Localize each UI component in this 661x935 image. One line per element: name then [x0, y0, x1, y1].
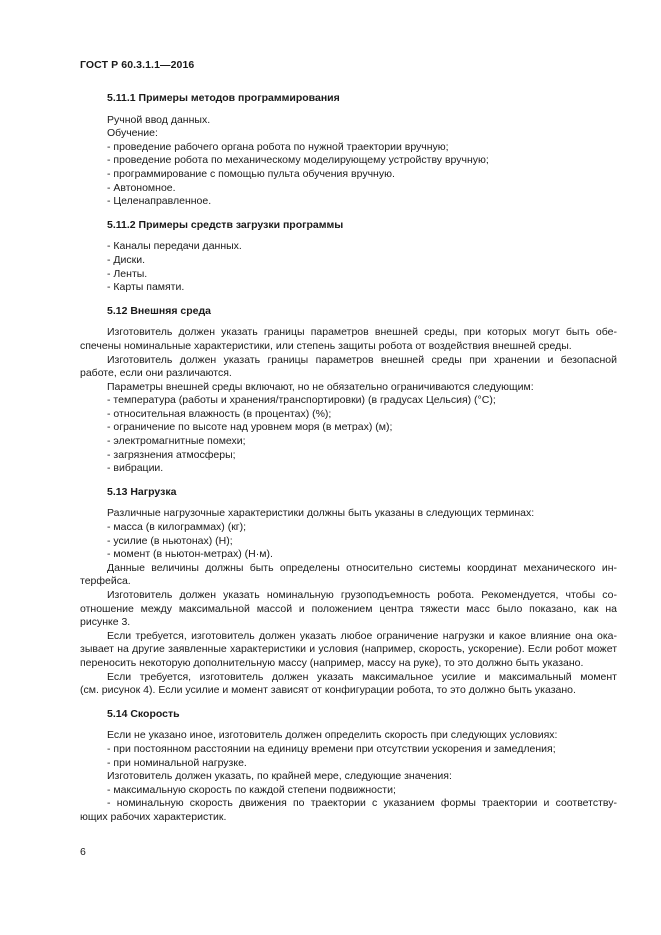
list-item: - Ленты. — [107, 267, 148, 280]
text-line: ющих рабочих характеристик. — [80, 810, 227, 823]
list-item: - Карты памяти. — [107, 281, 185, 294]
section-5-11-1-title: 5.11.1 Примеры методов программирования — [107, 92, 340, 104]
list-item: - Целенаправленное. — [107, 195, 212, 208]
text-line: (см. рисунок 4). Если усилие и момент зависят от конфигурации робота, то это должно быть указано. — [80, 684, 576, 697]
list-item: - момент (в ньютон-метрах) (Н·м). — [107, 548, 273, 561]
text-line: терфейса. — [80, 575, 131, 588]
list-item: - электромагнитные помехи; — [107, 435, 246, 448]
paragraph — [80, 797, 617, 824]
text-line: Изготовитель должен указать номинальную грузоподъемность робота. Рекомендуется, чтобы со- — [107, 589, 617, 601]
list-item: - при постоянном расстоянии на единицу времени при отсутствии ускорения и замедления; — [107, 742, 556, 755]
section-5-11-2-title: 5.11.2 Примеры средств загрузки программы — [107, 218, 344, 231]
page-body — [80, 92, 617, 825]
text-line: отношение между максимальной массой и положением центра тяжести масс было показано, как на — [80, 602, 617, 615]
text-line: Обучение: — [107, 127, 158, 140]
list-item: - проведение робота по механическому моделирующему устройству вручную; — [107, 154, 489, 167]
text-line: Если требуется, изготовитель должен указать любое ограничение нагрузки и какое влияние она ока- — [107, 629, 617, 642]
list-item: - температура (работы и хранения/транспортировки) (в градусах Цельсия) (°С); — [107, 394, 496, 407]
list-item: - масса (в килограммах) (кг); — [107, 521, 247, 534]
text-line: спечены номинальные характеристики, или степень защиты робота от воздействия внешней среды. — [80, 339, 572, 352]
section-5-13-title: 5.13 Нагрузка — [107, 485, 177, 498]
list-item: - Автономное. — [107, 181, 176, 194]
list-item: - проведение рабочего органа робота по нужной траектории вручную; — [107, 140, 449, 153]
text-line: Данные величины должны быть определены относительно системы координат механического ин- — [107, 561, 617, 574]
page-number: 6 — [80, 846, 86, 858]
list-item: - загрязнения атмосферы; — [107, 448, 236, 461]
paragraph — [80, 326, 617, 380]
text-line: Если требуется, изготовитель должен указать максимальное усилие и максимальный момент — [107, 670, 617, 683]
list-item: - Диски. — [107, 253, 146, 266]
list-item: - максимальную скорость по каждой степени подвижности; — [107, 783, 396, 796]
text-line: Если не указано иное, изготовитель должен определить скорость при следующих условиях: — [107, 729, 558, 742]
list-item: - при номинальной нагрузке. — [107, 756, 247, 769]
text-line: Различные нагрузочные характеристики должны быть указаны в следующих терминах: — [107, 507, 535, 520]
text-line: Ручной ввод данных. — [107, 113, 211, 126]
list-item: - номинальную скорость движения по траектории с указанием формы траектории и соответству- — [107, 797, 617, 810]
list-item: - усилие (в ньютонах) (Н); — [107, 534, 233, 547]
text-line: переносить некоторую дополнительную массу (например, массу на руке), то это должно быть указано. — [80, 656, 584, 669]
text-line: рисунке 3. — [80, 616, 131, 629]
list-item: - относительная влажность (в процентах) (%); — [107, 407, 332, 420]
text-line: Изготовитель должен указать, по крайней мере, следующие значения: — [107, 770, 452, 783]
section-5-14-title: 5.14 Скорость — [107, 707, 180, 720]
list-item: - ограничение по высоте над уровнем моря (в метрах) (м); — [107, 421, 393, 434]
list-item: - программирование с помощью пульта обучения вручную. — [107, 167, 395, 180]
text-line: работе, если они различаются. — [80, 367, 232, 380]
text-line: Параметры внешней среды включают, но не обязательно ограничиваются следующим: — [107, 380, 534, 393]
text-line: зывает на другие заявленные характеристики и условия (например, скорость, ускорение). Если робот может — [80, 643, 617, 656]
text-line: Изготовитель должен указать границы параметров внешней среды, при которых могут быть обе- — [107, 326, 617, 339]
paragraph — [80, 562, 617, 698]
text-line: Изготовитель должен указать границы параметров внешней среды при хранении и безопасной — [107, 353, 617, 366]
list-item: - Каналы передачи данных. — [107, 240, 242, 253]
list-item: - вибрации. — [107, 462, 164, 475]
document-code-header: ГОСТ Р 60.3.1.1—2016 — [80, 59, 195, 71]
section-5-12-title: 5.12 Внешняя среда — [107, 304, 211, 317]
